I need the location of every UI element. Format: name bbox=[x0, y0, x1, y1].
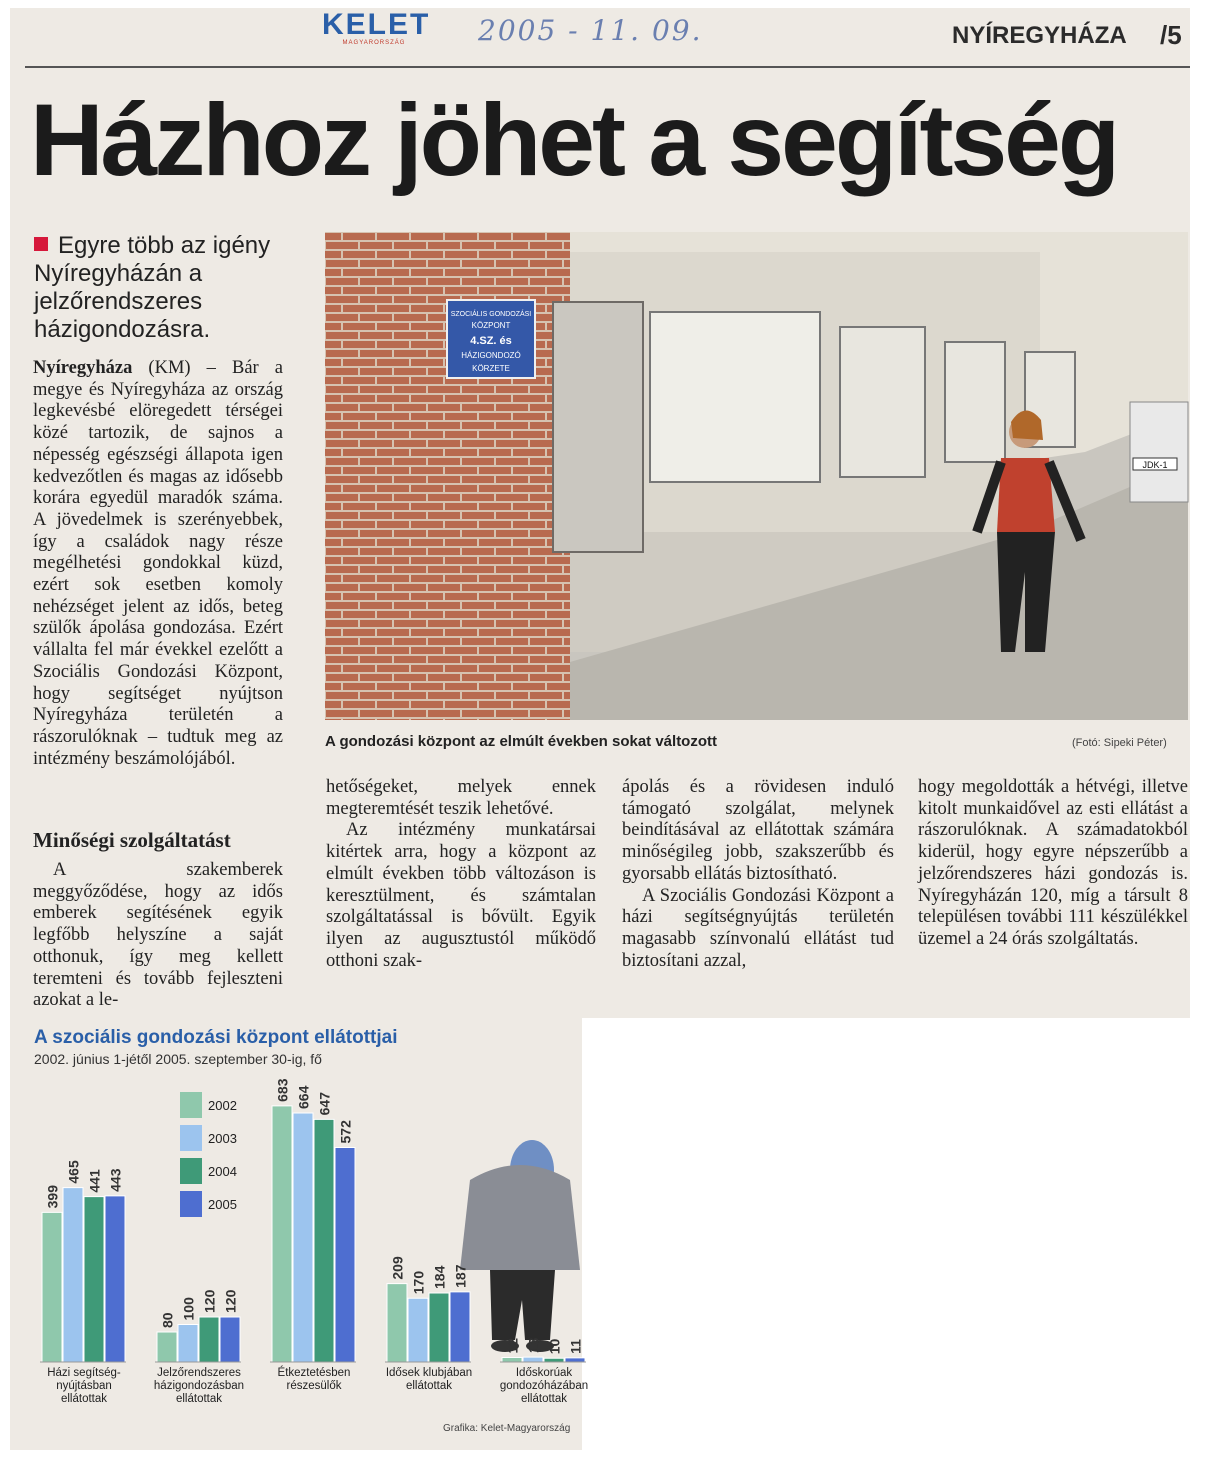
category-label: Idősek klubjában bbox=[385, 1367, 473, 1379]
data-label: 80 bbox=[159, 1312, 176, 1328]
section-name: NYÍREGYHÁZA bbox=[952, 22, 1127, 49]
data-label: 209 bbox=[389, 1256, 406, 1280]
photo-illustration bbox=[325, 232, 1188, 720]
paragraph: ápolás és a rövidesen induló támogató szolgálat, melynek beindításával az ellátottak számára minőségileg jobb, szakszerűbb és gyorsabb ellátás biztosítható. bbox=[622, 777, 894, 884]
page-number: /5 bbox=[1160, 20, 1182, 50]
data-label: 664 bbox=[295, 1085, 312, 1109]
headline: Házhoz jöhet a segítség bbox=[30, 83, 1118, 197]
subheading: Minőségi szolgáltatást bbox=[33, 828, 231, 852]
category-label: Jelzőrendszeres bbox=[157, 1367, 241, 1379]
data-label: 572 bbox=[337, 1120, 354, 1144]
data-label: 187 bbox=[452, 1264, 469, 1288]
legend-label: 2002 bbox=[208, 1098, 237, 1113]
data-label: 120 bbox=[201, 1289, 218, 1313]
lead-bullet-icon bbox=[34, 237, 48, 251]
category-label: ellátottak bbox=[520, 1393, 568, 1405]
article-column-3 bbox=[622, 777, 894, 972]
category-label: házigondozásban bbox=[153, 1380, 245, 1392]
sign-line: KÖZPONT bbox=[471, 321, 511, 330]
sign-line: 4.SZ. és bbox=[470, 335, 512, 347]
bar-2003 bbox=[408, 1298, 428, 1362]
paragraph: Az intézmény munkatársai kitértek arra, hogy a központ az elmúlt években több változáson is keresztülment, és számtalan szolgáltatással is bővült. Egyik ilyen az augusztustól működő otthoni szak- bbox=[326, 820, 596, 971]
license-plate: JDK-1 bbox=[1142, 460, 1168, 470]
photo-caption: A gondozási központ az elmúlt években sokat változott bbox=[325, 733, 717, 750]
newspaper-logo bbox=[322, 8, 431, 46]
data-label: 399 bbox=[44, 1185, 61, 1209]
chart-subtitle: 2002. június 1-jétől 2005. szeptember 30-ig, fő bbox=[34, 1051, 322, 1067]
legend-label: 2005 bbox=[208, 1197, 237, 1212]
article-column-2 bbox=[326, 777, 596, 972]
sign-line: KÖRZETE bbox=[472, 364, 510, 373]
article-column-1b bbox=[33, 860, 283, 1012]
category-label: Időskorúak bbox=[515, 1367, 573, 1379]
bar-2003 bbox=[178, 1325, 198, 1363]
legend-swatch-2004 bbox=[180, 1158, 202, 1184]
category-label: ellátottak bbox=[405, 1380, 453, 1392]
bar-2005 bbox=[565, 1358, 585, 1362]
category-label: ellátottak bbox=[175, 1393, 223, 1405]
data-label: 184 bbox=[431, 1265, 448, 1289]
legend-label: 2003 bbox=[208, 1131, 237, 1146]
chart-title: A szociális gondozási központ ellátottjai bbox=[34, 1027, 398, 1048]
data-label: 441 bbox=[86, 1169, 103, 1193]
paragraph: A szakemberek meggyőződése, hogy az idős emberek segítésének egyik legfőbb helyszíne a saját otthonuk, így meg kellett teremteni és tovább fejleszteni azokat a le- bbox=[33, 860, 283, 1011]
bar-2002 bbox=[387, 1284, 407, 1362]
article-photo bbox=[325, 232, 1188, 720]
elderly-woman-illustration bbox=[460, 1140, 580, 1355]
bar-2005 bbox=[220, 1317, 240, 1362]
logo-subtext: MAGYARORSZÁG bbox=[342, 40, 406, 46]
bar-2004 bbox=[314, 1119, 334, 1362]
article-column-4 bbox=[918, 777, 1188, 951]
article-column-1 bbox=[33, 358, 283, 770]
bar-chart bbox=[20, 1070, 589, 1420]
data-label: 12 bbox=[504, 1337, 521, 1354]
bar-2003 bbox=[523, 1357, 543, 1362]
data-label: 170 bbox=[410, 1270, 427, 1295]
category-label: ellátottak bbox=[60, 1393, 108, 1405]
bar-2002 bbox=[502, 1358, 522, 1363]
logo-text: KELET bbox=[322, 8, 431, 41]
photo-credit: (Fotó: Sipeki Péter) bbox=[1072, 737, 1167, 749]
category-label: részesülők bbox=[286, 1380, 342, 1392]
bar-2003 bbox=[63, 1188, 83, 1362]
legend-swatch-2005 bbox=[180, 1191, 202, 1217]
paragraph bbox=[33, 358, 283, 770]
data-label: 13 bbox=[525, 1337, 542, 1354]
lead-paragraph bbox=[34, 232, 294, 344]
data-label: 647 bbox=[316, 1092, 333, 1116]
data-label: 11 bbox=[567, 1339, 584, 1354]
category-label: nyújtásban bbox=[56, 1380, 112, 1392]
legend-swatch-2002 bbox=[180, 1092, 202, 1118]
dateline: Nyíregyháza bbox=[33, 358, 133, 378]
data-label: 10 bbox=[546, 1338, 563, 1355]
bar-2005 bbox=[105, 1196, 125, 1362]
paragraph: hetőségeket, melyek ennek megteremtését teszik lehetővé. bbox=[326, 777, 596, 819]
sign-line: SZOCIÁLIS GONDOZÁSI bbox=[450, 311, 532, 318]
bar-2004 bbox=[544, 1358, 564, 1362]
bar-2002 bbox=[42, 1212, 62, 1362]
paragraph: hogy megoldották a hétvégi, illetve kitolt munkaidővel az esti ellátást a rászorulóknak. A számadatokból kiderül, hogy egyre népszerűbb a jelzőrendszeres házi gondozás is. Nyíregyházán 120, míg a társult 8 településen további 111 készülékkel üzemel a 24 órás szolgáltatás. bbox=[918, 777, 1188, 949]
legend-swatch-2003 bbox=[180, 1125, 202, 1151]
bar-2004 bbox=[84, 1197, 104, 1362]
bar-2002 bbox=[272, 1106, 292, 1362]
bar-2005 bbox=[450, 1292, 470, 1362]
data-label: 465 bbox=[65, 1160, 82, 1184]
bar-2004 bbox=[199, 1317, 219, 1362]
sign-line: HÁZIGONDOZÓ bbox=[461, 351, 521, 360]
category-label: Étkeztetésben bbox=[277, 1367, 351, 1379]
bar-2005 bbox=[335, 1148, 355, 1363]
legend-label: 2004 bbox=[208, 1164, 237, 1179]
paragraph: A Szociális Gondozási Központ a házi segítségnyújtás területén magasabb színvonalú ellátást tud biztosítani azzal, bbox=[622, 885, 894, 971]
category-label: Házi segítség- bbox=[47, 1367, 121, 1379]
bar-2004 bbox=[429, 1293, 449, 1362]
data-label: 120 bbox=[222, 1289, 239, 1313]
handwritten-date: 2005 - 11. 09. bbox=[478, 14, 703, 47]
data-label: 100 bbox=[180, 1297, 197, 1321]
category-label: gondozóházában bbox=[499, 1380, 589, 1392]
paragraph-text: (KM) – Bár a megye és Nyíregyháza az ország legkevésbé elöregedett térségei közé tartozik, de sajnos a népesség egészségi állapota igen kedvezőtlen és magas az idősebb korára egyedül maradók száma. A jövedelmek is szerényebbek, így a családok nagy része megélhetési gondokkal küzd, ezért sok esetben komoly nehézséget jelent az idős, beteg szülők ápolása gondozása. Ezért vállalta fel már évekkel ezelőtt a Szociális Gondozási Központ, hogy segítséget nyújtson Nyíregyháza területén a rászorulóknak – tudtuk meg az intézmény beszámolójából. bbox=[33, 358, 283, 769]
data-label: 683 bbox=[274, 1078, 291, 1102]
chart-credit: Grafika: Kelet-Magyarország bbox=[443, 1423, 571, 1434]
data-label: 443 bbox=[107, 1168, 124, 1192]
lead-text: Egyre több az igény Nyíregyházán a jelzőrendszeres házigondozásra. bbox=[34, 232, 271, 343]
bar-2002 bbox=[157, 1332, 177, 1362]
header-rule bbox=[25, 66, 1190, 68]
bar-2003 bbox=[293, 1113, 313, 1362]
